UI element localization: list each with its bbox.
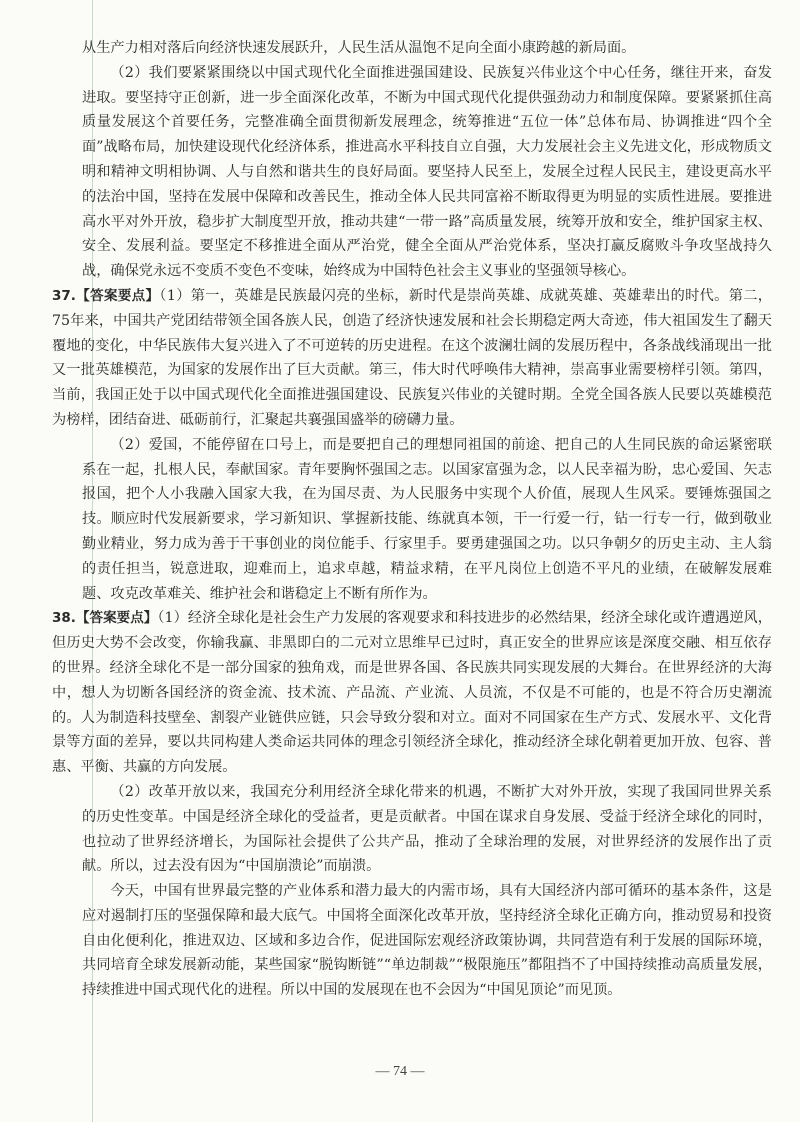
question-37-answer bbox=[52, 284, 772, 433]
paragraph-continuation: 从生产力相对落后向经济快速发展跃升，人民生活从温饱不足向全面小康跨越的新局面。 bbox=[82, 40, 636, 56]
answer-key-label: 【答案要点】 bbox=[75, 610, 158, 627]
paragraph-37-part-2: （2）爱国，不能停留在口号上，而是要把自己的理想同祖国的前途、把自己的人生同民族的命运紧密联系在一起，扎根人民，奉献国家。青年要胸怀强国之志。以国家富强为念，以人民幸福为盼，忠心爱国、矢志报国，把个人小我融入国家大我，在为国尽责、为人民服务中实现个人价值，展现人生风采。要锤炼强国之技。顺应时代发展新要求，学习新知识、掌握新技能、练就真本领，干一行爱一行，钻一行专一行，做到敬业勤业精业，努力成为善于干事创业的岗位能手、行家里手。要勇建强国之功。以只争朝夕的历史主动、主人翁的责任担当，锐意进取，迎难而上，追求卓越，精益求精，在平凡岗位上创造不平凡的业绩，在破解发展难题、攻克改革难关、维护社会和谐稳定上不断有所作为。 bbox=[82, 436, 772, 602]
question-38-answer bbox=[52, 606, 772, 780]
paragraph-38-part-2: （2）改革开放以来，我国充分利用经济全球化带来的机遇，不断扩大对外开放，实现了我国同世界关系的历史性变革。中国是经济全球化的受益者，更是贡献者。中国在谋求自身发展、受益于经济全球化的同时，也拉动了世界经济增长，为国际社会提供了公共产品，推动了全球治理的发展，对世界经济的发展作出了贡献。所以，过去没有因为“中国崩溃论”而崩溃。 bbox=[82, 783, 772, 875]
question-number: 38. bbox=[52, 610, 76, 627]
paragraph-36-part-2: （2）我们要紧紧围绕以中国式现代化全面推进强国建设、民族复兴伟业这个中心任务，继往开来，奋发进取。要坚持守正创新，进一步全面深化改革，不断为中国式现代化提供强劲动力和制度保障。要紧紧抓住高质量发展这个首要任务，完整准确全面贯彻新发展理念，统筹推进“五位一体”总体布局、协调推进“四个全面”战略布局，加快建设现代化经济体系，推进高水平科技自立自强，大力发展社会主义先进文化，形成物质文明和精神文明相协调、人与自然和谐共生的良好局面。要坚持人民至上，发展全过程人民民主，建设更高水平的法治中国，坚持在发展中保障和改善民生，推动全体人民共同富裕不断取得更为明显的实质性进展。要推进高水平对外开放，稳步扩大制度型开放，推动共建“一带一路”高质量发展，统筹开放和安全，维护国家主权、安全、发展利益。要坚定不移推进全面从严治党，健全全面从严治党体系，坚决打赢反腐败斗争攻坚战持久战，确保党永远不变质不变色不变味，始终成为中国特色社会主义事业的坚强领导核心。 bbox=[82, 64, 772, 280]
answer-text: （1）第一，英雄是民族最闪亮的坐标，新时代是崇尚英雄、成就英雄、英雄辈出的时代。第二，75年来，中国共产党团结带领全国各族人民，创造了经济快速发展和社会长期稳定两大奇迹，伟大祖国发生了翻天覆地的变化，中华民族伟大复兴进入了不可逆转的历史进程。在这个波澜壮阔的发展历程中，各条战线涌现出一批又一批英雄模范，为国家的发展作出了巨大贡献。第三，伟大时代呼唤伟大精神，崇高事业需要榜样引领。第四，当前，我国正处于以中国式现代化全面推进强国建设、民族复兴伟业的关键时期。全党全国各族人民要以英雄模范为榜样，团结奋进、砥砺前行，汇聚起共襄强国盛举的磅礴力量。 bbox=[52, 287, 772, 428]
answer-key-label: 【答案要点】 bbox=[75, 287, 160, 304]
answer-text: （1）经济全球化是社会生产力发展的客观要求和科技进步的必然结果，经济全球化或许遭遇逆风，但历史大势不会改变，你输我赢、非黑即白的二元对立思维早已过时，真正安全的世界应该是深度交融、相互依存的世界。经济全球化不是一部分国家的独角戏，而是世界各国、各民族共同实现发展的大舞台。在世界经济的大海中，想人为切断各国经济的资金流、技术流、产品流、产业流、人员流，不仅是不可能的，也是不符合历史潮流的。人为制造科技壁垒、割裂产业链供应链，只会导致分裂和对立。面对不同国家在生产方式、发展水平、文化背景等方面的差异，要以共同构建人类命运共同体的理念引领经济全球化，推动经济全球化朝着更加开放、包容、普惠、平衡、共赢的方向发展。 bbox=[52, 610, 772, 776]
answer-text-body bbox=[52, 36, 772, 1003]
page-number: — 74 — bbox=[375, 1064, 425, 1079]
paragraph-38-conclusion: 今天，中国有世界最完整的产业体系和潜力最大的内需市场，具有大国经济内部可循环的基本条件，这是应对遏制打压的坚强保障和最大底气。中国将全面深化改革开放，坚持经济全球化正确方向，推动贸易和投资自由化便利化，推进双边、区域和多边合作，促进国际宏观经济政策协调，共同营造有利于发展的国际环境，共同培育全球发展新动能，某些国家“脱钩断链”“单边制裁”“极限施压”都阻挡不了中国持续推动高质量发展，持续推进中国式现代化的进程。所以中国的发展现在也不会因为“中国见顶论”而见顶。 bbox=[82, 883, 772, 999]
question-number: 37. bbox=[52, 287, 76, 304]
